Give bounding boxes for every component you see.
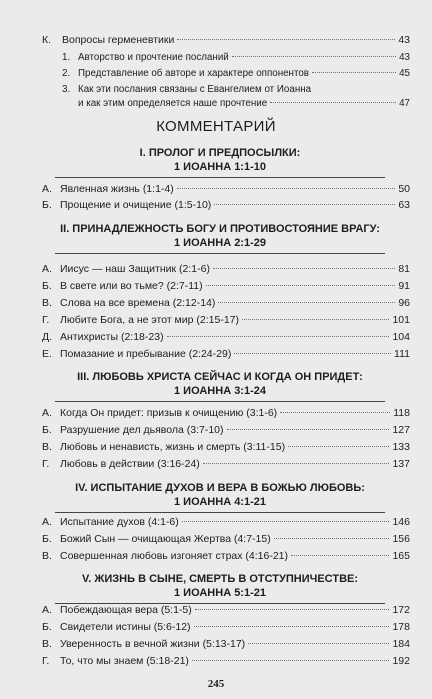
entry-mark: Б. — [42, 280, 52, 292]
section-divider — [55, 401, 385, 402]
entry-page: 192 — [392, 655, 410, 667]
entry-page: 91 — [398, 280, 410, 292]
entry-page: 81 — [398, 263, 410, 275]
entry-mark: 1. — [62, 52, 71, 63]
entry-title: Испытание духов (4:1-6) — [60, 516, 179, 528]
part-title: IV. ИСПЫТАНИЕ ДУХОВ И ВЕРА В БОЖЬЮ ЛЮБОВЬ: — [75, 482, 365, 494]
dot-leader — [312, 72, 396, 73]
toc-entry-k — [42, 34, 410, 47]
entry-page: 101 — [392, 314, 410, 326]
part-title: III. ЛЮБОВЬ ХРИСТА СЕЙЧАС И КОГДА ОН ПРИДЕТ: — [77, 371, 363, 383]
toc-entry — [42, 621, 410, 634]
entry-title: Помазание и пребывание (2:24-29) — [60, 348, 232, 360]
dot-leader — [232, 56, 396, 57]
entry-mark: В. — [42, 638, 52, 650]
entry-title: Любовь в действии (3:16-24) — [60, 458, 200, 470]
dot-leader — [291, 555, 389, 556]
dot-leader — [280, 412, 390, 413]
entry-page: 178 — [392, 621, 410, 633]
entry-mark: Г. — [42, 314, 50, 326]
entry-mark: Г. — [42, 458, 50, 470]
entry-mark: В. — [42, 441, 52, 453]
toc-entry — [42, 348, 410, 361]
entry-mark: Б. — [42, 533, 52, 545]
part-reference: 1 ИОАННА 4:1-21 — [174, 496, 266, 508]
toc-entry — [42, 280, 410, 293]
entry-mark: В. — [42, 550, 52, 562]
entry-mark: А. — [42, 407, 52, 419]
toc-entry — [42, 516, 410, 529]
entry-mark: А. — [42, 263, 52, 275]
entry-title: Побеждающая вера (5:1-5) — [60, 604, 192, 616]
toc-entry — [42, 655, 410, 668]
entry-mark: Д. — [42, 331, 53, 343]
dot-leader — [194, 626, 390, 627]
entry-mark: Е. — [42, 348, 52, 360]
commentary-heading: КОММЕНТАРИЙ — [156, 118, 276, 135]
entry-title: Любовь и ненависть, жизнь и смерть (3:11-15) — [60, 441, 286, 453]
section-divider — [55, 177, 385, 178]
entry-mark: Б. — [42, 199, 52, 211]
dot-leader — [195, 609, 390, 610]
entry-title: Как эти послания связаны с Евангелием от Иоанна — [78, 84, 312, 95]
entry-title: Прощение и очищение (1:5-10) — [60, 199, 212, 211]
entry-page: 137 — [392, 458, 410, 470]
page-number: 245 — [207, 678, 225, 690]
toc-entry — [42, 314, 410, 327]
entry-page: 43 — [398, 34, 410, 46]
entry-title: Представление об авторе и характере оппонентов — [78, 68, 310, 79]
toc-entry — [42, 458, 410, 471]
part-reference: 1 ИОАННА 1:1-10 — [174, 161, 266, 173]
entry-mark: А. — [42, 516, 52, 528]
part-heading-1 — [60, 146, 380, 174]
entry-page: 172 — [392, 604, 410, 616]
dot-leader — [182, 521, 390, 522]
entry-title: Антихристы (2:18-23) — [60, 331, 164, 343]
part-title: II. ПРИНАДЛЕЖНОСТЬ БОГУ И ПРОТИВОСТОЯНИЕ ВРАГУ: — [60, 223, 380, 235]
part-heading-4 — [60, 481, 380, 509]
entry-title: Свидетели истины (5:6-12) — [60, 621, 191, 633]
entry-mark: К. — [42, 34, 52, 46]
part-reference: 1 ИОАННА 3:1-24 — [174, 385, 266, 397]
entry-title: Вопросы герменевтики — [62, 34, 175, 46]
entry-page: 146 — [392, 516, 410, 528]
dot-leader — [227, 429, 390, 430]
toc-entry — [42, 604, 410, 617]
toc-entry — [42, 407, 410, 420]
entry-page: 50 — [398, 183, 410, 195]
dot-leader — [206, 285, 396, 286]
entry-title-continued: и как этим определяется наше прочтение — [78, 98, 268, 109]
toc-subentry — [62, 51, 410, 64]
entry-title: В свете или во тьме? (2:7-11) — [60, 280, 203, 292]
dot-leader — [234, 353, 391, 354]
dot-leader — [242, 319, 389, 320]
entry-page: 184 — [392, 638, 410, 650]
entry-title: Разрушение дел дьявола (3:7-10) — [60, 424, 224, 436]
toc-subentry — [62, 67, 410, 80]
part-reference: 1 ИОАННА 5:1-21 — [174, 587, 266, 599]
entry-page: 111 — [394, 348, 410, 360]
dot-leader — [177, 188, 396, 189]
toc-entry — [42, 533, 410, 546]
entry-title: Уверенность в вечной жизни (5:13-17) — [60, 638, 246, 650]
entry-page: 45 — [399, 68, 410, 79]
part-reference: 1 ИОАННА 2:1-29 — [174, 237, 266, 249]
entry-title: Иисус — наш Защитник (2:1-6) — [60, 263, 210, 275]
toc-subentry — [62, 83, 410, 96]
dot-leader — [177, 39, 395, 40]
section-divider — [55, 512, 385, 513]
entry-page: 47 — [399, 98, 410, 109]
dot-leader — [167, 336, 390, 337]
toc-subentry-continued — [78, 97, 410, 110]
toc-entry — [42, 297, 410, 310]
entry-title: Когда Он придет: призыв к очищению (3:1-6) — [60, 407, 278, 419]
toc-entry — [42, 550, 410, 563]
section-divider — [55, 253, 385, 254]
entry-page: 156 — [392, 533, 410, 545]
dot-leader — [214, 204, 395, 205]
entry-page: 133 — [392, 441, 410, 453]
dot-leader — [274, 538, 390, 539]
entry-title: Божий Сын — очищающая Жертва (4:7-15) — [60, 533, 271, 545]
part-heading-5 — [60, 572, 380, 600]
part-title: I. ПРОЛОГ И ПРЕДПОСЫЛКИ: — [139, 147, 301, 159]
entry-mark: А. — [42, 183, 52, 195]
dot-leader — [248, 643, 389, 644]
entry-page: 127 — [392, 424, 410, 436]
part-heading-2 — [60, 222, 380, 250]
part-title: V. ЖИЗНЬ В СЫНЕ, СМЕРТЬ В ОТСТУПНИЧЕСТВЕ: — [81, 573, 359, 585]
entry-mark: Б. — [42, 621, 52, 633]
entry-title: Любите Бога, а не этот мир (2:15-17) — [60, 314, 240, 326]
toc-entry — [42, 331, 410, 344]
dot-leader — [192, 660, 390, 661]
dot-leader — [213, 268, 395, 269]
toc-entry — [42, 183, 410, 196]
toc-entry — [42, 199, 410, 212]
entry-mark: 2. — [62, 68, 71, 79]
entry-mark: А. — [42, 604, 52, 616]
entry-title: То, что мы знаем (5:18-21) — [60, 655, 189, 667]
dot-leader — [270, 102, 396, 103]
entry-title: Совершенная любовь изгоняет страх (4:16-21) — [60, 550, 289, 562]
part-heading-3 — [60, 370, 380, 398]
entry-title: Слова на все времена (2:12-14) — [60, 297, 216, 309]
toc-entry — [42, 638, 410, 651]
entry-mark: 3. — [62, 84, 71, 95]
toc-entry — [42, 424, 410, 437]
entry-page: 96 — [398, 297, 410, 309]
entry-title: Явленная жизнь (1:1-4) — [60, 183, 174, 195]
entry-page: 43 — [399, 52, 410, 63]
entry-title: Авторство и прочтение посланий — [78, 52, 229, 63]
dot-leader — [218, 302, 395, 303]
dot-leader — [288, 446, 389, 447]
entry-mark: В. — [42, 297, 52, 309]
dot-leader — [203, 463, 390, 464]
entry-mark: Б. — [42, 424, 52, 436]
entry-page: 118 — [393, 407, 410, 419]
entry-page: 104 — [392, 331, 410, 343]
entry-page: 63 — [398, 199, 410, 211]
toc-entry — [42, 263, 410, 276]
toc-entry — [42, 441, 410, 454]
entry-mark: Г. — [42, 655, 50, 667]
entry-page: 165 — [392, 550, 410, 562]
